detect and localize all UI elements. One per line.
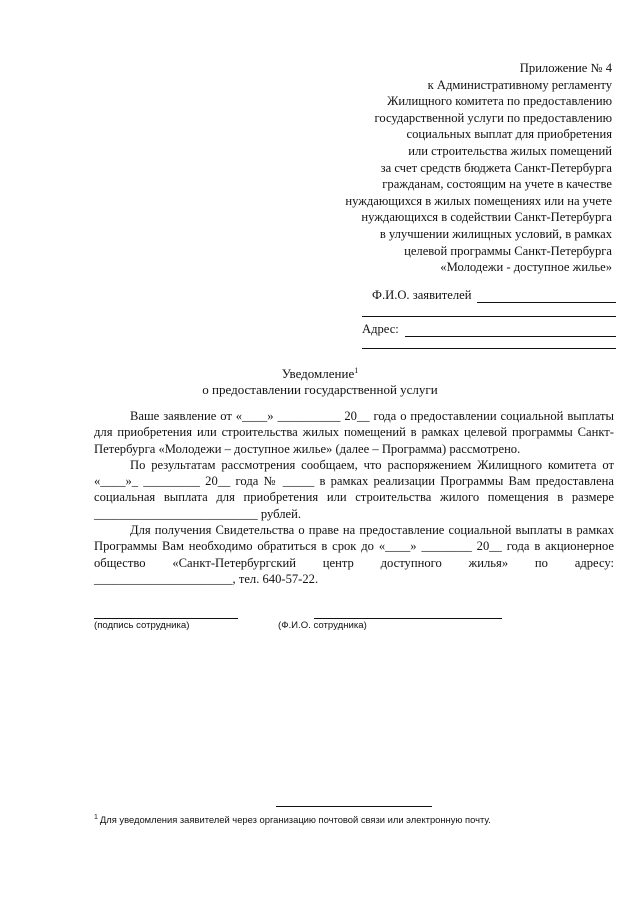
footnote-number: 1 [94, 814, 98, 821]
appendix-line: государственной услуги по предоставлению [374, 110, 612, 125]
notice-subtitle: о предоставлении государственной услуги [202, 382, 438, 397]
employee-name-label: (Ф.И.О. сотрудника) [278, 620, 367, 631]
employee-name-line [314, 618, 502, 619]
appendix-line: гражданам, состоящим на учете в качестве [382, 177, 612, 192]
applicant-name-line [477, 290, 616, 303]
footnote [94, 814, 614, 825]
notice-footnote-mark: 1 [354, 366, 359, 375]
notice-body [94, 408, 614, 587]
footnote-separator [276, 806, 432, 807]
appendix-line: целевой программы Санкт-Петербурга [404, 243, 612, 258]
applicant-address-field [362, 322, 616, 337]
applicant-address-label: Адрес: [362, 322, 399, 336]
appendix-line: «Молодежи - доступное жилье» [440, 260, 612, 275]
appendix-line: за счет средств бюджета Санкт-Петербурга [380, 160, 612, 175]
applicant-address-line [405, 324, 616, 337]
appendix-line: Жилищного комитета по предоставлению [387, 94, 612, 109]
appendix-line: нуждающихся в жилых помещениях или на учете [345, 193, 612, 208]
appendix-line: социальных выплат для приобретения [406, 127, 612, 142]
notice-title-text: Уведомление [281, 366, 355, 381]
paragraph-decision: По результатам рассмотрения сообщаем, что распоряжением Жилищного комитета от «____»_ _________ 20__ года № _____ в рамках реализации Программы Вам предоставлена социальная выплата для приобретения или строительства жилого помещения в размере __________________________ рублей. [94, 457, 614, 521]
appendix-line: или строительства жилых помещений [408, 143, 612, 158]
notice-title [0, 366, 640, 382]
applicant-address-extra-line [362, 348, 616, 349]
applicant-extra-line [362, 316, 616, 317]
appendix-line: Приложение № 4 [519, 61, 612, 75]
appendix-line: нуждающихся в содействии Санкт-Петербурга [361, 210, 612, 225]
signature-line [94, 618, 238, 619]
appendix-line: к Административному регламенту [427, 77, 612, 92]
applicant-name-label: Ф.И.О. заявителей [372, 288, 472, 302]
footnote-text: Для уведомления заявителей через организацию почтовой связи или электронную почту. [99, 814, 491, 825]
appendix-line: в улучшении жилищных условий, в рамках [379, 226, 612, 241]
paragraph-application: Ваше заявление от «____» __________ 20__ года о предоставлении социальной выплаты для приобретения или строительства жилых помещений в рамках целевой программы Санкт-Петербурга «Молодежи – доступное жилье» (далее – Программа) рассмотрено. [94, 409, 614, 456]
signature-label: (подпись сотрудника) [94, 620, 190, 631]
paragraph-certificate: Для получения Свидетельства о праве на предоставление социальной выплаты в рамках Программы Вам необходимо обратиться в срок до «____» ________ 20__ года в акционерное общество «Санкт-Петербургский центр доступного жилья» по адресу: ______________________, тел. 640-57-22. [94, 523, 614, 586]
applicant-name-field [372, 288, 616, 303]
appendix-header [312, 60, 612, 276]
